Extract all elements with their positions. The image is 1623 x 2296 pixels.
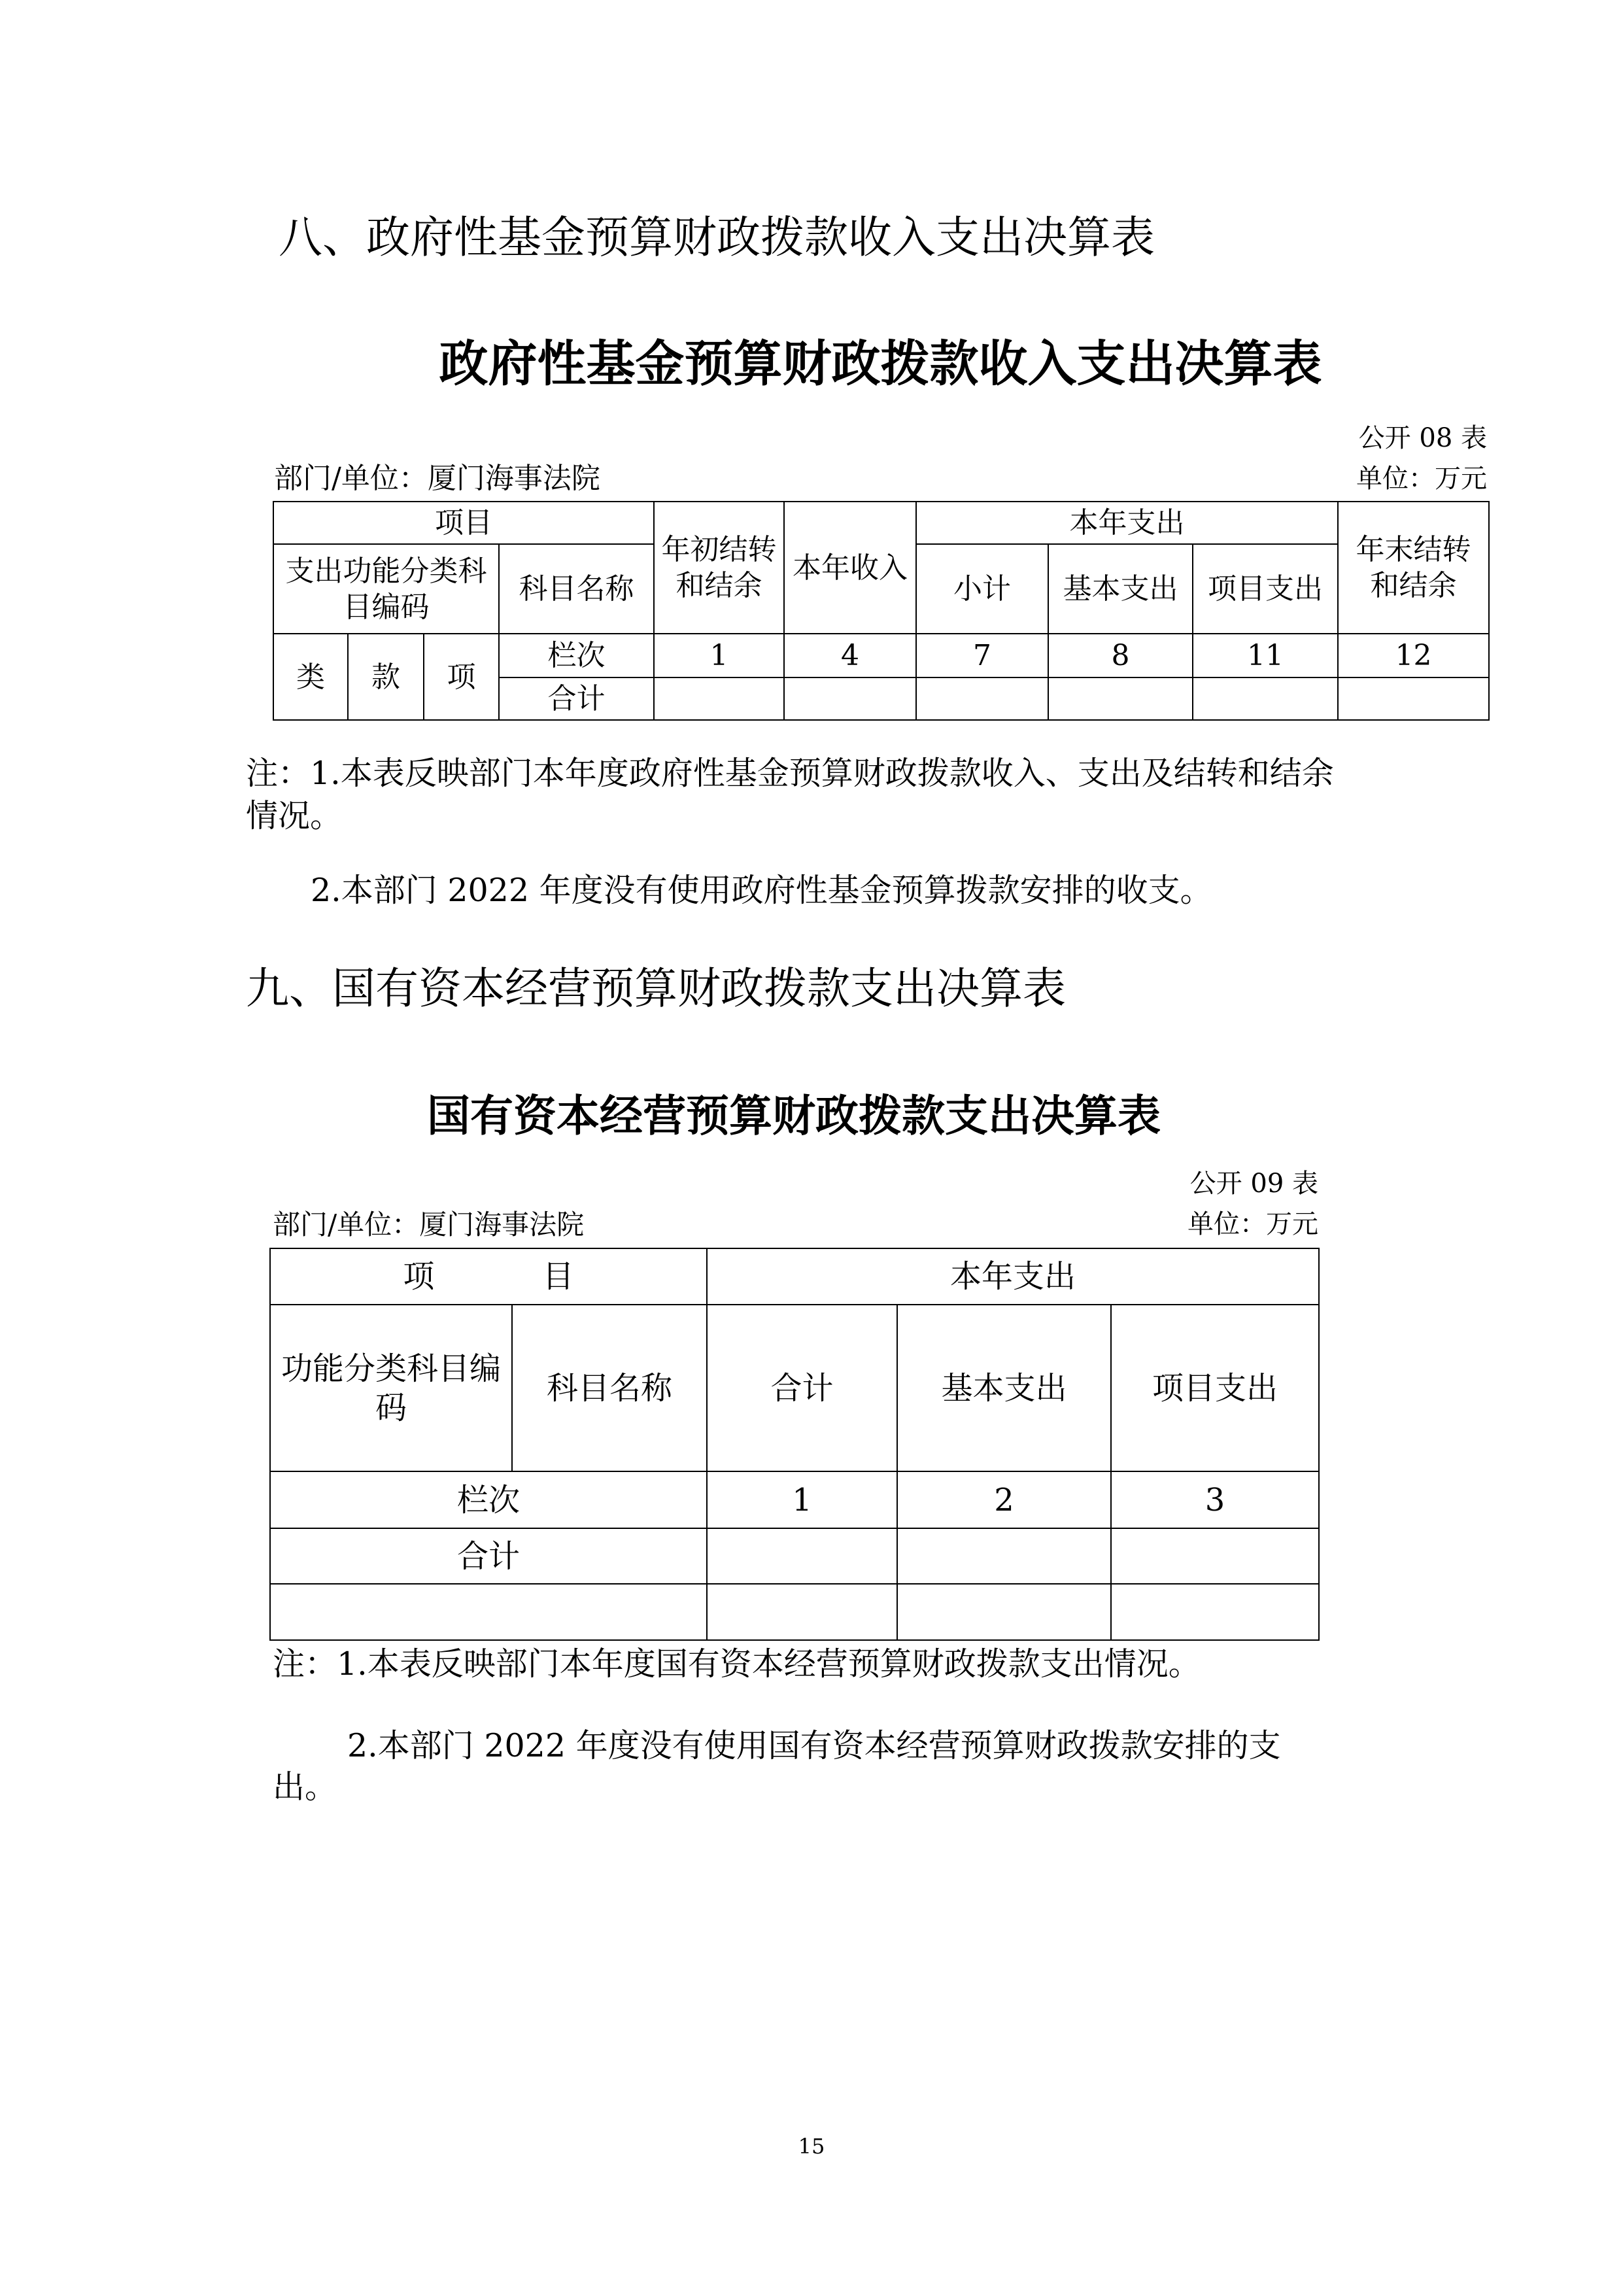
table-header-row (270, 1305, 1319, 1471)
column-number-cell: 1 (654, 634, 784, 677)
section-9-note-line: 注：1.本表反映部门本年度国有资本经营预算财政拨款支出情况。 (273, 1645, 1201, 1683)
section-8-note-line: 情况。 (246, 797, 343, 834)
section-9-note-line: 2.本部门 2022 年度没有使用国有资本经营预算财政拨款安排的支 (347, 1727, 1281, 1764)
column-number-cell: 7 (916, 634, 1048, 677)
empty-cell (916, 677, 1048, 720)
class-label-cell: 类 (273, 634, 348, 720)
section-9-heading: 九、国有资本经营预算财政拨款支出决算表 (246, 963, 1066, 1014)
header-project-cell: 项目支出 (1111, 1305, 1319, 1471)
section-8-table-title: 政府性基金预算财政拨款收入支出决算表 (439, 335, 1322, 392)
section-9-table-code: 公开 09 表 (1189, 1169, 1318, 1199)
column-number-cell: 11 (1193, 634, 1338, 677)
table-header-row (270, 1248, 1319, 1305)
header-opening-balance-cell: 年初结转和结余 (654, 502, 784, 634)
page-number: 15 (798, 2134, 825, 2159)
column-number-cell: 2 (897, 1471, 1111, 1528)
empty-cell (1193, 677, 1338, 720)
column-number-cell: 12 (1338, 634, 1489, 677)
total-label-cell: 合计 (270, 1528, 707, 1584)
state-capital-table (269, 1248, 1320, 1641)
section-8-department: 部门/单位：厦门海事法院 (274, 462, 600, 495)
empty-cell (707, 1584, 897, 1640)
header-closing-balance-cell: 年末结转和结余 (1338, 502, 1489, 634)
header-income-cell: 本年收入 (784, 502, 916, 634)
section-8-heading: 八、政府性基金预算财政拨款收入支出决算表 (279, 212, 1155, 263)
empty-cell (897, 1584, 1111, 1640)
section-8-table-code: 公开 08 表 (1358, 423, 1487, 453)
section-9-table-title: 国有资本经营预算财政拨款支出决算表 (427, 1091, 1161, 1141)
header-expenditure-cell: 本年支出 (707, 1248, 1319, 1305)
section-8-note-line: 注：1.本表反映部门本年度政府性基金预算财政拨款收入、支出及结转和结余 (246, 755, 1334, 792)
total-label-cell: 合计 (499, 677, 654, 720)
table-row (270, 1471, 1319, 1528)
empty-cell (784, 677, 916, 720)
header-item-cell: 项 目 (270, 1248, 707, 1305)
column-number-cell: 4 (784, 634, 916, 677)
empty-cell (1111, 1528, 1319, 1584)
empty-cell (1338, 677, 1489, 720)
column-number-cell: 8 (1048, 634, 1193, 677)
table-header-row (273, 502, 1489, 544)
header-subject-name-cell: 科目名称 (512, 1305, 707, 1471)
government-fund-table (273, 501, 1490, 721)
section-9-unit: 单位：万元 (1187, 1209, 1318, 1239)
header-subject-name-cell: 科目名称 (499, 544, 654, 634)
header-expenditure-cell: 本年支出 (916, 502, 1338, 544)
table-row (270, 1584, 1319, 1640)
empty-cell (654, 677, 784, 720)
section-8-unit: 单位：万元 (1356, 464, 1487, 494)
column-no-label-cell: 栏次 (499, 634, 654, 677)
table-row (273, 634, 1489, 677)
header-total-cell: 合计 (707, 1305, 897, 1471)
section-8-note-line: 2.本部门 2022 年度没有使用政府性基金预算拨款安排的收支。 (311, 872, 1212, 909)
header-code-cell: 功能分类科目编码 (270, 1305, 512, 1471)
empty-cell (707, 1528, 897, 1584)
section-label-cell: 款 (348, 634, 424, 720)
header-item-cell: 项目 (273, 502, 654, 544)
column-number-cell: 1 (707, 1471, 897, 1528)
header-basic-cell: 基本支出 (897, 1305, 1111, 1471)
section-9-note-line: 出。 (273, 1768, 337, 1806)
column-number-cell: 3 (1111, 1471, 1319, 1528)
table-row (270, 1528, 1319, 1584)
header-subtotal-cell: 小计 (916, 544, 1048, 634)
empty-cell (1048, 677, 1193, 720)
section-9-department: 部门/单位：厦门海事法院 (273, 1208, 585, 1241)
header-project-cell: 项目支出 (1193, 544, 1338, 634)
empty-cell (270, 1584, 707, 1640)
empty-cell (1111, 1584, 1319, 1640)
column-no-label-cell: 栏次 (270, 1471, 707, 1528)
item-label-cell: 项 (424, 634, 499, 720)
header-code-cell: 支出功能分类科目编码 (273, 544, 499, 634)
header-basic-cell: 基本支出 (1048, 544, 1193, 634)
empty-cell (897, 1528, 1111, 1584)
